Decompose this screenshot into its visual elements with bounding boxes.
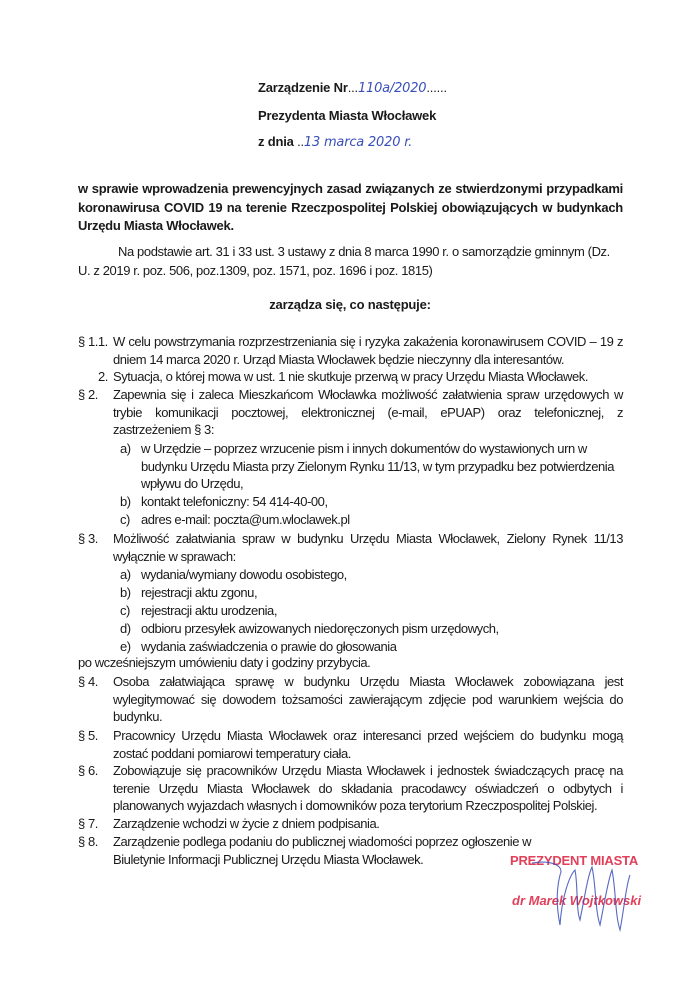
section-4 <box>78 673 623 726</box>
section-3 <box>78 530 623 565</box>
date-line: z dnia ..13 marca 2020 r. <box>258 134 413 150</box>
section-text: W celu powstrzymania rozprzestrzeniania się i ryzyka zakażenia koronawirusem COVID – 19 z dniem 14 marca 2020 r. Urząd Miasta Włocławek będzie nieczynny dla interesantów. <box>113 334 623 367</box>
stamp-title: PREZYDENT MIASTA <box>510 853 639 868</box>
document-title: w sprawie wprowadzenia prewencyjnych zasad związanych ze stwierdzonymi przypadkami koronawirusa COVID 19 na terenie Rzeczpospolitej Polskiej obowiązujących w budynkach Urzędu Miasta Włocławek. <box>78 181 623 233</box>
section-text: Zobowiązuje się pracowników Urzędu Miasta Włocławek i jednostek świadczących pracę na terenie Urzędu Miasta Włocławek do składania pracodawcy oświadczeń o odbytych i planowanych wyjazdach własnych i domowników poza terytorium Rzeczpospolitej Polskiej. <box>113 763 623 813</box>
section-number: § 8. <box>78 834 98 849</box>
order-label: Zarządzenie Nr <box>258 80 348 95</box>
list-item: d) odbioru przesyłek awizowanych niedoręczonych pism urzędowych, <box>120 621 499 636</box>
paragraph-number: 2. <box>98 369 108 384</box>
section-text: Zapewnia się i zaleca Mieszkańcom Włocławka możliwość załatwienia spraw urzędowych w trybie komunikacji pocztowej, elektronicznej (e-mail, ePUAP) oraz telefonicznej, z zastrzeżeniem § 3: <box>113 387 623 437</box>
section-number: § 4. <box>78 674 98 689</box>
section-6 <box>78 762 623 815</box>
section-5 <box>78 727 623 762</box>
issuer: Prezydenta Miasta Włocławek <box>258 108 437 123</box>
section-text: Możliwość załatwiania spraw w budynku Urzędu Miasta Włocławek, Zielony Rynek 11/13 wyłącznie w sprawach: <box>113 531 623 564</box>
section-text: Osoba załatwiająca sprawę w budynku Urzędu Miasta Włocławek zobowiązana jest wylegitymować się dowodem tożsamości zawierającym zdjęcie pod warunkiem wejścia do budynku. <box>113 674 623 724</box>
legal-basis: Na podstawie art. 31 i 33 ust. 3 ustawy z dnia 8 marca 1990 r. o samorządzie gminnym (Dz. U. z 2019 r. poz. 506, poz.1309, poz. 1571, poz. 1696 i poz. 1815) <box>78 244 610 278</box>
section-number: § 3. <box>78 531 98 546</box>
section-text: Zarządzenie podlega podaniu do publicznej wiadomości poprzez ogłoszenie w Biuletynie Informacji Publicznej Urzędu Miasta Włocławek. <box>113 834 532 867</box>
section-8 <box>78 833 548 868</box>
section-number: § 2. <box>78 387 98 402</box>
section-number: § 1.1. <box>78 334 108 349</box>
section-text: Zarządzenie wchodzi w życie z dniem podpisania. <box>113 816 380 831</box>
stamp-name: dr Marek Wojtkowski <box>512 893 642 908</box>
section-1 <box>78 333 623 368</box>
list-item: b) kontakt telefoniczny: 54 414-40-00, <box>120 494 328 509</box>
list-item: a) w Urzędzie – poprzez wrzucenie pism i innych dokumentów do wystawionych urn w budynku Urzędu Miasta przy Zielonym Rynku 11/13, w tym przypadku bez potwierdzenia wpływu do Urzędu, <box>120 441 614 491</box>
list-item: a) wydania/wymiany dowodu osobistego, <box>120 567 347 582</box>
date-label: z dnia <box>258 134 294 149</box>
order-number-line: Zarządzenie Nr...110a/2020...... <box>258 80 447 96</box>
section-2 <box>78 386 623 439</box>
decree-heading: zarządza się, co następuje: <box>269 297 431 312</box>
section-number: § 7. <box>78 816 98 831</box>
section-text: Sytuacja, o której mowa w ust. 1 nie skutkuje przerwą w pracy Urzędu Miasta Włocławek. <box>113 369 588 384</box>
section-1-paragraph-2 <box>78 368 623 386</box>
list-item: c) rejestracji aktu urodzenia, <box>120 603 277 618</box>
section-number: § 5. <box>78 728 98 743</box>
list-item: b) rejestracji aktu zgonu, <box>120 585 258 600</box>
list-item: e) wydania zaświadczenia o prawie do głosowania <box>120 639 397 654</box>
order-number-handwritten: 110a/2020 <box>357 81 427 96</box>
section-number: § 6. <box>78 763 98 778</box>
list-item: c) adres e-mail: poczta@um.wloclawek.pl <box>120 512 350 527</box>
section-3-footer: po wcześniejszym umówieniu daty i godziny przybycia. <box>78 655 371 670</box>
section-text: Pracownicy Urzędu Miasta Włocławek oraz interesanci przed wejściem do budynku mogą zostać poddani pomiarowi temperatury ciała. <box>113 728 623 761</box>
date-handwritten: 13 marca 2020 r. <box>303 135 413 150</box>
signature-icon <box>530 855 650 935</box>
section-7 <box>78 815 623 833</box>
